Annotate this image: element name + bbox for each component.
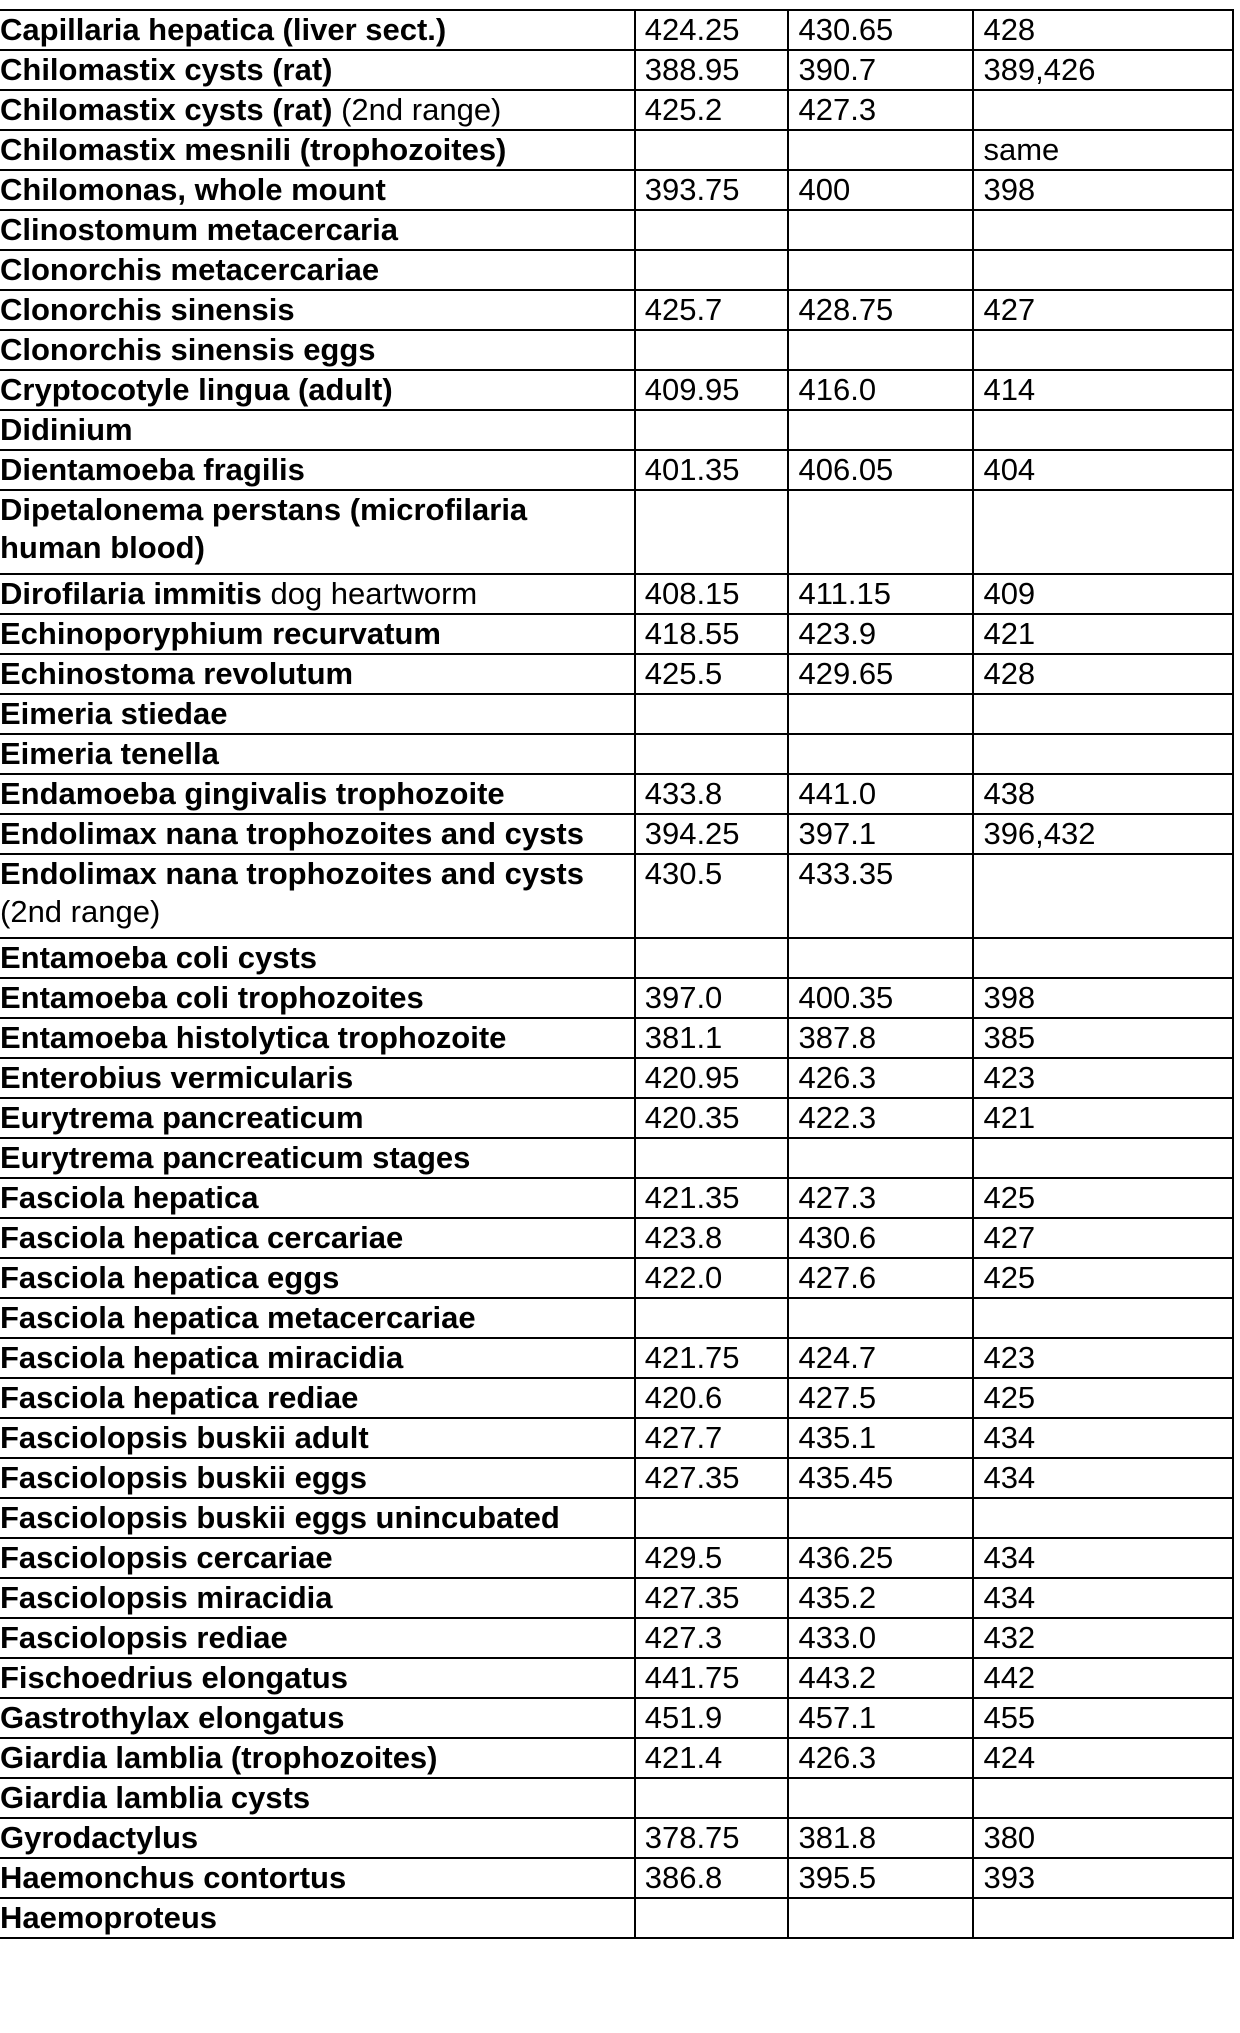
range-low-cell: 425.5: [635, 654, 789, 694]
range-high-cell: 390.7: [788, 50, 973, 90]
range-high-cell: 443.2: [788, 1658, 973, 1698]
organism-cell: [0, 1258, 635, 1298]
organism-cell: [0, 1538, 635, 1578]
center-value-cell: 380: [973, 1818, 1233, 1858]
table-row: [0, 410, 1233, 450]
organism-name: Giardia lamblia (trophozoites): [0, 1740, 438, 1775]
center-value-cell: [973, 938, 1233, 978]
center-value-cell: [973, 734, 1233, 774]
organism-cell: [0, 90, 635, 130]
range-low-cell: 421.75: [635, 1338, 789, 1378]
range-low-cell: [635, 694, 789, 734]
range-low-cell: [635, 1138, 789, 1178]
range-high-cell: [788, 938, 973, 978]
range-high-cell: [788, 490, 973, 574]
organism-cell: [0, 1778, 635, 1818]
table-row: [0, 1778, 1233, 1818]
range-high-cell: [788, 330, 973, 370]
range-low-cell: [635, 1778, 789, 1818]
range-high-cell: 381.8: [788, 1818, 973, 1858]
organism-cell: [0, 1378, 635, 1418]
organism-cell: [0, 1218, 635, 1258]
table-row: [0, 1418, 1233, 1458]
range-high-cell: 387.8: [788, 1018, 973, 1058]
range-high-cell: [788, 250, 973, 290]
organism-cell: [0, 330, 635, 370]
organism-cell: [0, 170, 635, 210]
organism-cell: [0, 1018, 635, 1058]
range-low-cell: 394.25: [635, 814, 789, 854]
table-row: [0, 370, 1233, 410]
center-value-cell: 438: [973, 774, 1233, 814]
table-row: [0, 734, 1233, 774]
range-high-cell: 411.15: [788, 574, 973, 614]
range-high-cell: 441.0: [788, 774, 973, 814]
organism-cell: [0, 1058, 635, 1098]
organism-cell: [0, 1098, 635, 1138]
organism-cell: [0, 854, 635, 938]
organism-name: Chilomonas, whole mount: [0, 172, 386, 207]
organism-cell: [0, 814, 635, 854]
range-low-cell: 423.8: [635, 1218, 789, 1258]
organism-cell: [0, 210, 635, 250]
organism-name: Dirofilaria immitis: [0, 576, 262, 611]
table-row: [0, 1258, 1233, 1298]
organism-name: Entamoeba histolytica trophozoite: [0, 1020, 507, 1055]
table-row: [0, 694, 1233, 734]
center-value-cell: [973, 250, 1233, 290]
range-high-cell: [788, 734, 973, 774]
range-high-cell: [788, 694, 973, 734]
center-value-cell: [973, 694, 1233, 734]
organism-cell: [0, 574, 635, 614]
range-low-cell: 425.7: [635, 290, 789, 330]
organism-cell: [0, 654, 635, 694]
organism-name: Fischoedrius elongatus: [0, 1660, 348, 1695]
range-low-cell: [635, 1898, 789, 1938]
range-high-cell: 457.1: [788, 1698, 973, 1738]
table-row: [0, 654, 1233, 694]
center-value-cell: 425: [973, 1178, 1233, 1218]
organism-cell: [0, 1498, 635, 1538]
range-low-cell: [635, 330, 789, 370]
center-value-cell: 385: [973, 1018, 1233, 1058]
range-low-cell: 427.7: [635, 1418, 789, 1458]
range-low-cell: [635, 210, 789, 250]
center-value-cell: 404: [973, 450, 1233, 490]
organism-cell: [0, 734, 635, 774]
center-value-cell: [973, 330, 1233, 370]
table-row: [0, 1378, 1233, 1418]
range-low-cell: 401.35: [635, 450, 789, 490]
range-high-cell: 400.35: [788, 978, 973, 1018]
organism-cell: [0, 1858, 635, 1898]
range-high-cell: [788, 1498, 973, 1538]
table-row: [0, 1138, 1233, 1178]
organism-cell: [0, 1698, 635, 1738]
organism-name: Fasciola hepatica metacercariae: [0, 1300, 476, 1335]
organism-name: Fasciolopsis buskii adult: [0, 1420, 369, 1455]
range-high-cell: 427.3: [788, 1178, 973, 1218]
center-value-cell: 442: [973, 1658, 1233, 1698]
range-high-cell: 428.75: [788, 290, 973, 330]
organism-name: Giardia lamblia cysts: [0, 1780, 311, 1815]
range-high-cell: 424.7: [788, 1338, 973, 1378]
range-high-cell: 400: [788, 170, 973, 210]
organism-cell: [0, 250, 635, 290]
organism-name: Cryptocotyle lingua (adult): [0, 372, 393, 407]
center-value-cell: [973, 410, 1233, 450]
organism-cell: [0, 774, 635, 814]
organism-cell: [0, 614, 635, 654]
table-row: [0, 1858, 1233, 1898]
range-high-cell: 435.45: [788, 1458, 973, 1498]
center-value-cell: 427: [973, 1218, 1233, 1258]
organism-name: Eimeria stiedae: [0, 696, 228, 731]
organism-name: Eurytrema pancreaticum: [0, 1100, 364, 1135]
table-row: [0, 90, 1233, 130]
organism-name: Clonorchis sinensis eggs: [0, 332, 376, 367]
center-value-cell: 393: [973, 1858, 1233, 1898]
range-low-cell: 427.35: [635, 1458, 789, 1498]
range-low-cell: 424.25: [635, 10, 789, 50]
table-body: [0, 10, 1233, 1938]
organism-cell: [0, 410, 635, 450]
organism-name: Haemoproteus: [0, 1900, 218, 1935]
organism-cell: [0, 978, 635, 1018]
range-low-cell: 378.75: [635, 1818, 789, 1858]
range-high-cell: [788, 1778, 973, 1818]
range-high-cell: 436.25: [788, 1538, 973, 1578]
range-low-cell: [635, 130, 789, 170]
frequency-table: [0, 9, 1234, 1939]
range-high-cell: [788, 410, 973, 450]
organism-name: Clinostomum metacercaria: [0, 212, 398, 247]
range-low-cell: 409.95: [635, 370, 789, 410]
table-row: [0, 1298, 1233, 1338]
range-high-cell: 422.3: [788, 1098, 973, 1138]
table-row: [0, 1538, 1233, 1578]
organism-name: Gastrothylax elongatus: [0, 1700, 345, 1735]
center-value-cell: 389,426: [973, 50, 1233, 90]
table-row: [0, 814, 1233, 854]
organism-cell: [0, 370, 635, 410]
center-value-cell: 434: [973, 1418, 1233, 1458]
range-high-cell: 426.3: [788, 1738, 973, 1778]
center-value-cell: [973, 1298, 1233, 1338]
center-value-cell: 398: [973, 170, 1233, 210]
organism-name: Chilomastix mesnili (trophozoites): [0, 132, 507, 167]
table-row: [0, 250, 1233, 290]
range-low-cell: 420.35: [635, 1098, 789, 1138]
range-low-cell: 427.35: [635, 1578, 789, 1618]
range-low-cell: 420.6: [635, 1378, 789, 1418]
range-low-cell: 397.0: [635, 978, 789, 1018]
organism-name: Entamoeba coli cysts: [0, 940, 318, 975]
table-row: [0, 1618, 1233, 1658]
center-value-cell: 455: [973, 1698, 1233, 1738]
organism-name: Chilomastix cysts (rat): [0, 92, 333, 127]
range-high-cell: 430.6: [788, 1218, 973, 1258]
range-low-cell: 433.8: [635, 774, 789, 814]
range-high-cell: 427.3: [788, 90, 973, 130]
range-low-cell: [635, 410, 789, 450]
range-low-cell: 381.1: [635, 1018, 789, 1058]
organism-cell: [0, 1738, 635, 1778]
organism-name: Fasciola hepatica: [0, 1180, 259, 1215]
range-high-cell: 429.65: [788, 654, 973, 694]
organism-name: Didinium: [0, 412, 133, 447]
center-value-cell: 425: [973, 1378, 1233, 1418]
range-low-cell: 430.5: [635, 854, 789, 938]
range-high-cell: 430.65: [788, 10, 973, 50]
organism-name: Fasciolopsis buskii eggs unincubated: [0, 1500, 560, 1535]
center-value-cell: 421: [973, 1098, 1233, 1138]
organism-name: Fasciola hepatica miracidia: [0, 1340, 404, 1375]
range-low-cell: 408.15: [635, 574, 789, 614]
table-row: [0, 490, 1233, 574]
organism-name: Entamoeba coli trophozoites: [0, 980, 424, 1015]
range-low-cell: [635, 734, 789, 774]
range-high-cell: [788, 1298, 973, 1338]
range-low-cell: 418.55: [635, 614, 789, 654]
table-row: [0, 1658, 1233, 1698]
table-row: [0, 1058, 1233, 1098]
center-value-cell: 427: [973, 290, 1233, 330]
organism-cell: [0, 450, 635, 490]
organism-name: Fasciolopsis miracidia: [0, 1580, 333, 1615]
center-value-cell: 424: [973, 1738, 1233, 1778]
organism-note: dog heartworm: [261, 576, 478, 611]
range-high-cell: [788, 1898, 973, 1938]
center-value-cell: [973, 854, 1233, 938]
range-high-cell: [788, 1138, 973, 1178]
organism-cell: [0, 694, 635, 734]
organism-cell: [0, 1658, 635, 1698]
range-high-cell: 397.1: [788, 814, 973, 854]
organism-cell: [0, 1618, 635, 1658]
center-value-cell: 428: [973, 654, 1233, 694]
table-row: [0, 1498, 1233, 1538]
range-low-cell: [635, 490, 789, 574]
center-value-cell: [973, 1778, 1233, 1818]
organism-cell: [0, 490, 635, 574]
table-row: [0, 1178, 1233, 1218]
center-value-cell: 409: [973, 574, 1233, 614]
center-value-cell: [973, 90, 1233, 130]
range-high-cell: [788, 210, 973, 250]
organism-cell: [0, 1138, 635, 1178]
center-value-cell: same: [973, 130, 1233, 170]
range-low-cell: 422.0: [635, 1258, 789, 1298]
range-low-cell: 386.8: [635, 1858, 789, 1898]
table-row: [0, 330, 1233, 370]
organism-name: Echinoporyphium recurvatum: [0, 616, 441, 651]
range-high-cell: 435.2: [788, 1578, 973, 1618]
table-row: [0, 1218, 1233, 1258]
organism-name: Fasciola hepatica eggs: [0, 1260, 340, 1295]
center-value-cell: 425: [973, 1258, 1233, 1298]
range-high-cell: 426.3: [788, 1058, 973, 1098]
table-row: [0, 1738, 1233, 1778]
range-low-cell: 393.75: [635, 170, 789, 210]
center-value-cell: 396,432: [973, 814, 1233, 854]
organism-name: Eimeria tenella: [0, 736, 219, 771]
table-row: [0, 130, 1233, 170]
organism-cell: [0, 10, 635, 50]
center-value-cell: 414: [973, 370, 1233, 410]
organism-note: (2nd range): [0, 894, 161, 929]
table-row: [0, 1818, 1233, 1858]
range-low-cell: 421.35: [635, 1178, 789, 1218]
center-value-cell: 434: [973, 1578, 1233, 1618]
organism-name: Endolimax nana trophozoites and cysts: [0, 816, 584, 851]
organism-name: Dientamoeba fragilis: [0, 452, 305, 487]
table-row: [0, 50, 1233, 90]
table-row: [0, 1898, 1233, 1938]
table-row: [0, 170, 1233, 210]
range-high-cell: 427.5: [788, 1378, 973, 1418]
organism-name: Fasciola hepatica rediae: [0, 1380, 359, 1415]
range-high-cell: 416.0: [788, 370, 973, 410]
range-low-cell: 427.3: [635, 1618, 789, 1658]
table-row: [0, 774, 1233, 814]
organism-cell: [0, 1578, 635, 1618]
table-row: [0, 854, 1233, 938]
organism-name: Capillaria hepatica (liver sect.): [0, 12, 447, 47]
organism-name: Fasciolopsis rediae: [0, 1620, 288, 1655]
table-row: [0, 1458, 1233, 1498]
organism-name: Fasciolopsis cercariae: [0, 1540, 333, 1575]
organism-name: Endolimax nana trophozoites and cysts: [0, 856, 584, 891]
center-value-cell: [973, 1498, 1233, 1538]
range-high-cell: 406.05: [788, 450, 973, 490]
table-row: [0, 978, 1233, 1018]
range-high-cell: 423.9: [788, 614, 973, 654]
center-value-cell: [973, 490, 1233, 574]
range-low-cell: 441.75: [635, 1658, 789, 1698]
center-value-cell: 423: [973, 1338, 1233, 1378]
organism-cell: [0, 938, 635, 978]
table-row: [0, 290, 1233, 330]
range-low-cell: 420.95: [635, 1058, 789, 1098]
organism-cell: [0, 50, 635, 90]
center-value-cell: [973, 1138, 1233, 1178]
range-low-cell: 425.2: [635, 90, 789, 130]
organism-name: Endamoeba gingivalis trophozoite: [0, 776, 505, 811]
table-row: [0, 450, 1233, 490]
organism-note: (2nd range): [332, 92, 502, 127]
range-low-cell: [635, 1498, 789, 1538]
organism-name: Enterobius vermicularis: [0, 1060, 354, 1095]
range-low-cell: 429.5: [635, 1538, 789, 1578]
center-value-cell: 432: [973, 1618, 1233, 1658]
organism-name: Dipetalonema perstans (microfilaria human blood): [0, 492, 528, 565]
organism-cell: [0, 1418, 635, 1458]
range-high-cell: 433.0: [788, 1618, 973, 1658]
table-row: [0, 1578, 1233, 1618]
center-value-cell: 421: [973, 614, 1233, 654]
organism-cell: [0, 290, 635, 330]
range-low-cell: 421.4: [635, 1738, 789, 1778]
range-low-cell: [635, 250, 789, 290]
center-value-cell: [973, 1898, 1233, 1938]
organism-cell: [0, 1458, 635, 1498]
organism-cell: [0, 1898, 635, 1938]
organism-name: Gyrodactylus: [0, 1820, 199, 1855]
center-value-cell: 423: [973, 1058, 1233, 1098]
table-row: [0, 1338, 1233, 1378]
range-high-cell: 395.5: [788, 1858, 973, 1898]
organism-name: Eurytrema pancreaticum stages: [0, 1140, 471, 1175]
range-low-cell: 451.9: [635, 1698, 789, 1738]
organism-name: Fasciola hepatica cercariae: [0, 1220, 404, 1255]
range-high-cell: [788, 130, 973, 170]
range-low-cell: [635, 1298, 789, 1338]
table-row: [0, 1698, 1233, 1738]
range-low-cell: 388.95: [635, 50, 789, 90]
organism-cell: [0, 1298, 635, 1338]
organism-name: Fasciolopsis buskii eggs: [0, 1460, 367, 1495]
table-row: [0, 614, 1233, 654]
table-row: [0, 210, 1233, 250]
organism-name: Chilomastix cysts (rat): [0, 52, 333, 87]
table-row: [0, 574, 1233, 614]
center-value-cell: 428: [973, 10, 1233, 50]
table-row: [0, 938, 1233, 978]
center-value-cell: 434: [973, 1458, 1233, 1498]
table-row: [0, 10, 1233, 50]
table-row: [0, 1098, 1233, 1138]
range-low-cell: [635, 938, 789, 978]
organism-cell: [0, 1178, 635, 1218]
center-value-cell: [973, 210, 1233, 250]
range-high-cell: 435.1: [788, 1418, 973, 1458]
organism-cell: [0, 1338, 635, 1378]
organism-cell: [0, 1818, 635, 1858]
range-high-cell: 427.6: [788, 1258, 973, 1298]
organism-cell: [0, 130, 635, 170]
range-high-cell: 433.35: [788, 854, 973, 938]
organism-name: Clonorchis metacercariae: [0, 252, 380, 287]
center-value-cell: 434: [973, 1538, 1233, 1578]
organism-name: Echinostoma revolutum: [0, 656, 354, 691]
organism-name: Clonorchis sinensis: [0, 292, 295, 327]
center-value-cell: 398: [973, 978, 1233, 1018]
table-row: [0, 1018, 1233, 1058]
organism-name: Haemonchus contortus: [0, 1860, 347, 1895]
